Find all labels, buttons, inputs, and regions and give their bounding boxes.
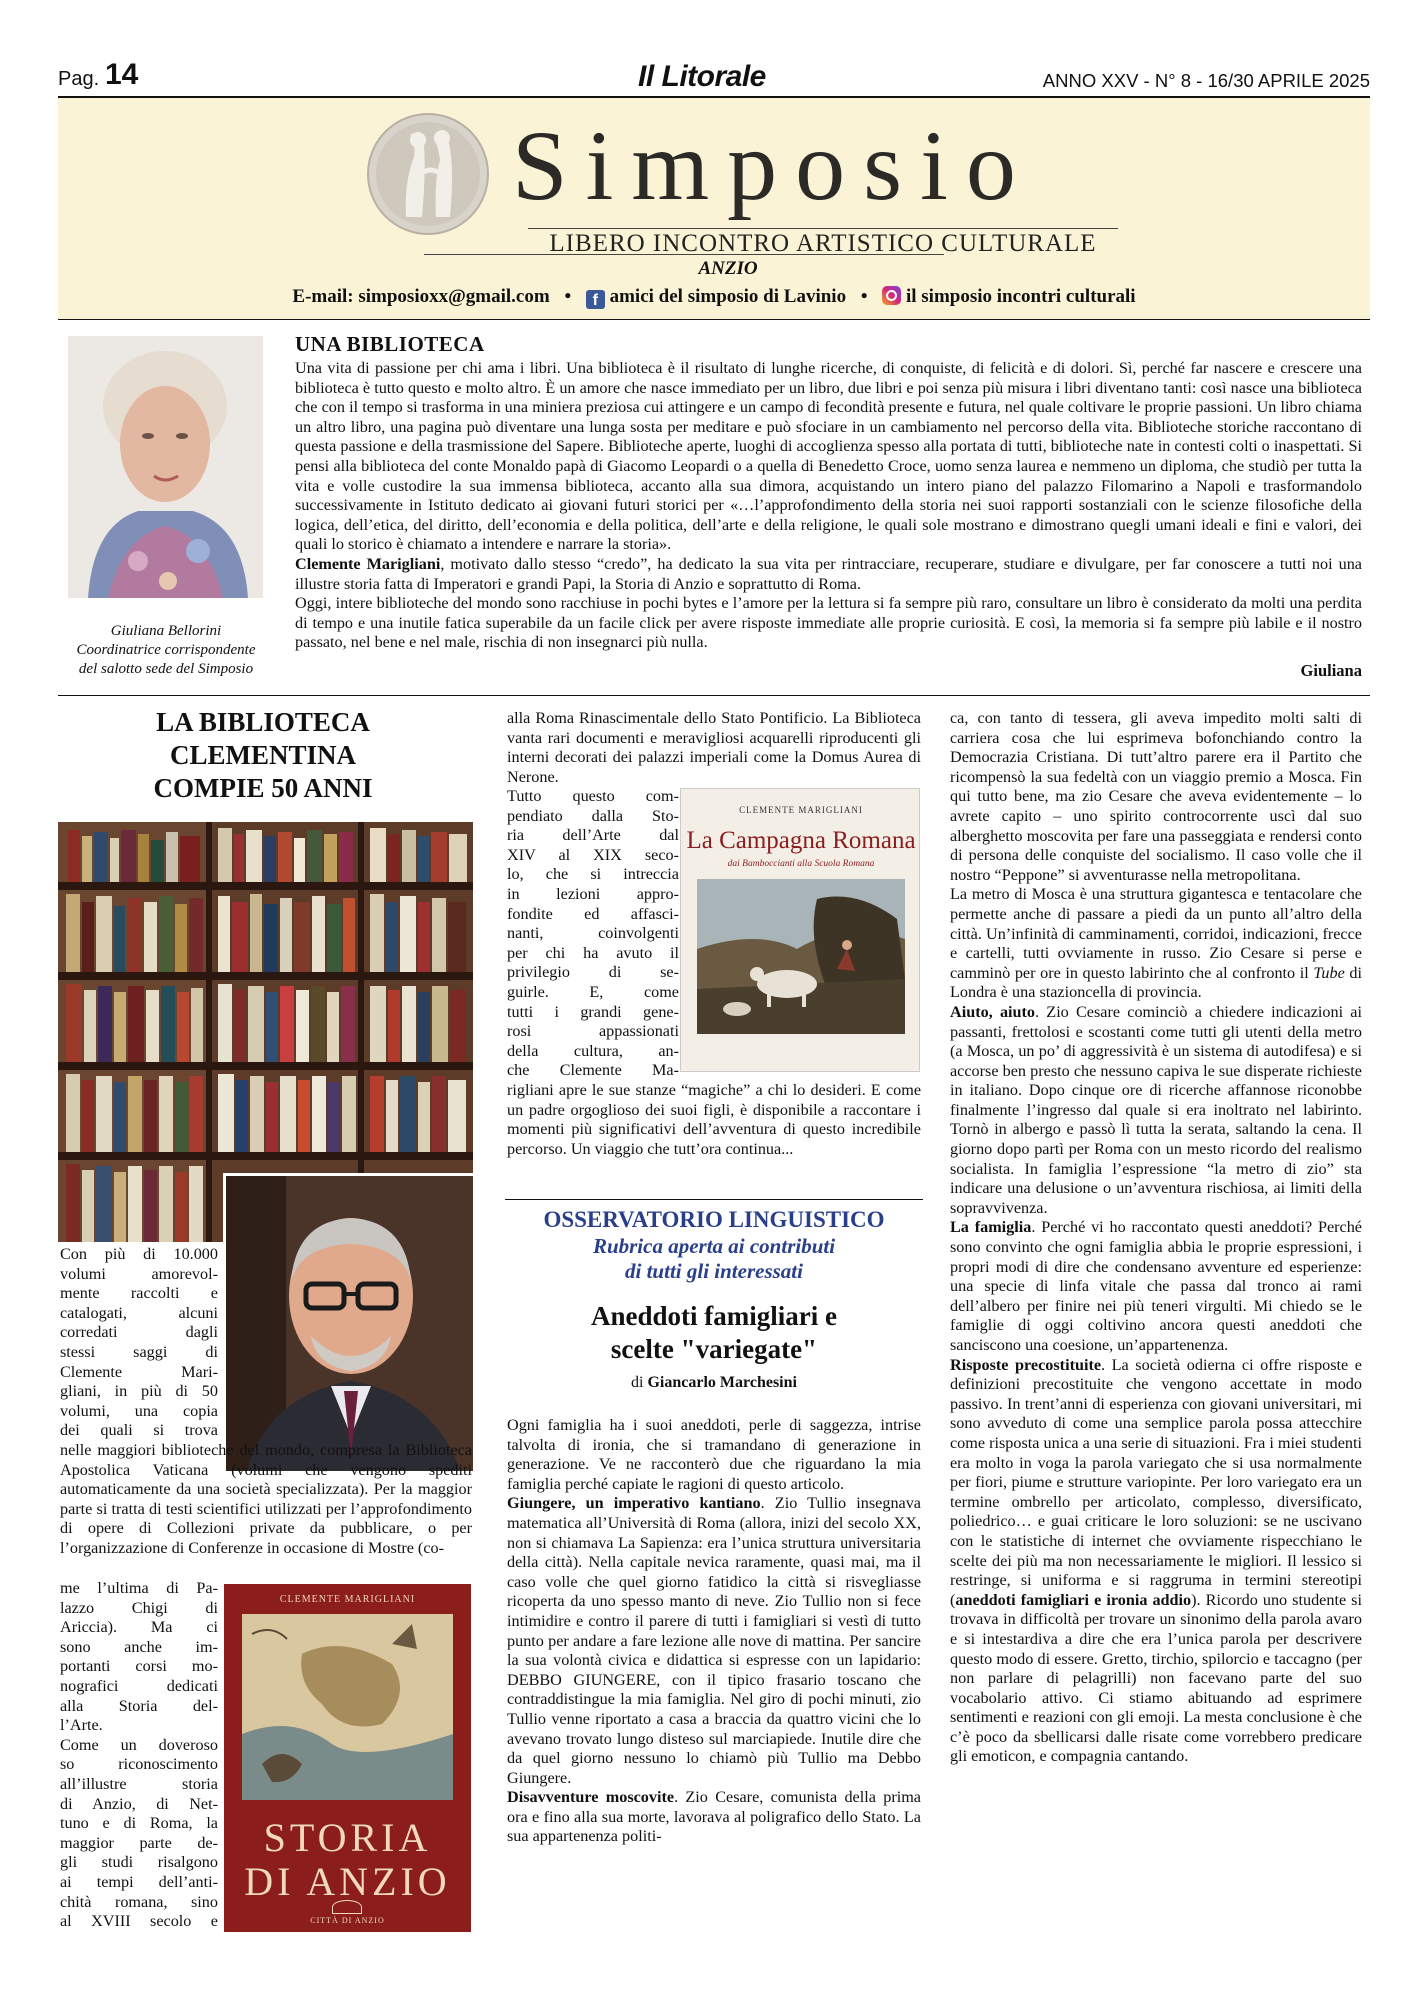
simposio-banner [58, 96, 1370, 320]
book-title [224, 1816, 471, 1904]
article1-cont-bottom [507, 1081, 921, 1159]
email-link[interactable]: E-mail: simposioxx@gmail.com [292, 286, 550, 307]
title-line: CLEMENTINA [169, 740, 357, 770]
text-line: in lezioni appro- [507, 884, 679, 903]
photo-caption [60, 622, 272, 679]
text-line: so riconoscimento [60, 1755, 218, 1774]
paragraph-lead: Risposte precostituite [950, 1355, 1102, 1374]
text-line: volumi amorevol- [60, 1264, 218, 1283]
article1-full-text [60, 1441, 472, 1559]
paragraph-lead: La famiglia [950, 1218, 1032, 1237]
city-crest-icon [332, 1900, 362, 1914]
intro-paragraph-3: Oggi, intere biblioteche del mondo sono racchiuse in pochi bytes e l’amore per la lettura si fa sempre più raro, consultare un libro è considerato da molti una perdita di tempo e una inutile fatica superabile da un facile click per avere risposte immediate alle proprie curiosità. E così, la memoria si fa sempre più labile e il nostro passato, nel bene e nel male, rischia di non insegnarci più nulla. [295, 594, 1362, 652]
text-line: Ariccia). Ma ci [60, 1618, 218, 1637]
text-line: sono anche im- [60, 1637, 218, 1656]
text-line: Tutto questo com- [507, 787, 679, 805]
text-line: alla Storia del- [60, 1696, 218, 1715]
instagram-link[interactable]: il simposio incontri culturali [905, 286, 1136, 307]
banner-subtitle: LIBERO INCONTRO ARTISTICO CULTURALE [549, 230, 1097, 257]
bold-phrase: aneddoti famigliari e ironia addio [955, 1590, 1192, 1609]
marigliani-photo [223, 1173, 473, 1471]
text-line: stessi saggi di [60, 1342, 218, 1361]
article1-narrow-text [60, 1245, 218, 1441]
paragraph-body: . Perché vi ho raccontato questi aneddoti? Perché sono convinto che ogni famiglia abbia le proprie espressioni, i propri modi di dire che condensano avventure ed esperienze: una specie di linfa vitale che passa dal tronco ai rami dell’albero per finire nei più teneri virgulti. Mi chiedo se le famiglie di oggi coltivino ancora questi aneddoti che sanciscono una coesione, un’appartenenza. [950, 1218, 1362, 1354]
caption-name: Giuliana Bellorini [110, 623, 222, 639]
paragraph-text [507, 1494, 921, 1788]
highlight-name: Clemente Marigliani [295, 554, 441, 573]
caption-place: del salotto sede del Simposio [78, 661, 254, 677]
paragraph-body: . Zio Tullio insegnava matematica all’Università di Roma (allora, inizi del secolo XX, non si chiamava La Sapienza: era l’unica struttura universitaria della città). Nella capitale nevica raramente, quasi mai, ma il caso volle che quel giorno fatidico la città si risvegliasse ricoperta da uno spesso manto di neve. Zio Tullio non si fece intimidire e contro il parere di tutti i famigliari si vestì di tutto punto per andare a fare lezione alle nove di mattina. Per sancire la sua volontà civica e didattica si espresse con un lapidario: DEBBO GIUNGERE, con il tipico frasario toscano che contraddistingue la mia famiglia. Nel giro di pochi minuti, zio Tullio venne riportato a casa a braccia da quattro vicini che lo avevano trovato lungo disteso sul marciapiede. Inutile dire che da quel giorno nessuno lo chiamò più Tullio ma Debbo Giungere. [507, 1494, 921, 1787]
book-title: La Campagna Romana [686, 827, 916, 854]
text-line: XIV al XIX seco- [507, 845, 679, 864]
text-line: della cultura, an- [507, 1041, 679, 1060]
page-number: 14 [105, 58, 139, 91]
author-name: Giancarlo Marchesini [647, 1374, 797, 1391]
facebook-icon: f [586, 290, 605, 309]
paragraph-text: Ogni famiglia ha i suoi aneddoti, perle di saggezza, intrise talvolta di ironia, che si tramandano di generazione in generazione. Ve ne racconterò due che riguardano la mia famiglia perché capiate le ragioni di questo articolo. [507, 1416, 921, 1493]
text-line: ria dell’Arte dal [507, 826, 679, 845]
article1-narrow-text-2 [60, 1579, 218, 1932]
paragraph-lead: Aiuto, aiuto [950, 1002, 1036, 1021]
column-tagline [505, 1234, 923, 1284]
text-line: portanti corsi mo- [60, 1657, 218, 1676]
issue-info: ANNO XXV - N° 8 - 16/30 APRILE 2025 [1042, 70, 1370, 91]
text-line: pendiato dalla Sto- [507, 806, 679, 825]
headline [505, 1300, 923, 1366]
byline-prefix: di [631, 1374, 644, 1391]
title-line: LA BIBLIOTECA [156, 707, 370, 737]
text-line: rosi appassionati [507, 1022, 679, 1041]
text-line: me l’ultima di Pa- [60, 1579, 218, 1597]
storia-di-anzio-cover [224, 1584, 471, 1932]
paragraph-text [507, 1788, 921, 1847]
banner-rule-2 [424, 254, 944, 255]
headline-line: scelte "variegate" [610, 1334, 818, 1364]
observatory-continuation [950, 709, 1362, 1767]
paragraph-body: . La società odierna ci offre risposte e definizioni precostituite che vengono accettate in modo passivo. In trent’anni di esperienza con giovani universitari, mi sono avveduto di come una semplice parola possa attecchire come risposta unica a una serie di situazioni. Fra i miei studenti era molto in voga la parola variegato che si usa normalmente per fiori, piume e strutture variopinte. Per loro variegato era un termine ombrello per articolato, complesso, diversificato, poliedrico… e guai criticare le loro soluzioni: se ne uscivano con le statistiche di internet che ovviamente rispecchiano le scelte dei più ma non necessariamente le migliori. Il lessico si restringe, si uniforma e si raggruma in termini stereotipi ( [950, 1355, 1362, 1609]
intro-paragraph-2 [295, 555, 1362, 594]
text-line: che Clemente Ma- [507, 1061, 679, 1080]
text-line: Come un doveroso [60, 1735, 218, 1754]
paragraph-text: nelle maggiori biblioteche del mondo, compresa la Biblioteca Apostolica Vaticana (volumi che vengono spediti automaticamente da una società specializzata). Per la maggior parte si tratta di testi scientifici utilizzati per l’approfondimento di opere di Collezioni private da pubblicare, o per l’organizzazione di Conferenze in occasione di Mostre (co- [60, 1441, 472, 1557]
article1-continuation [507, 709, 921, 787]
book-subtitle: dai Bamboccianti alla Scuola Romana [727, 859, 875, 869]
paragraph-body: La metro di Mosca è una struttura gigantesca e tentacolare che permette anche di passare a piedi da un punto all’altro della città. Un’infinità di camminamenti, corridoi, indicazioni, frecce e cartelli, tutti ovviamente in russo. Zio Cesare si perse e camminò per ore in questo labirinto che al confronto il [950, 885, 1362, 982]
paragraph-body: ). Ricordo uno studente si trovava in difficoltà per trovare un sinonimo della parola avaro e si intestardiva a dire che era l’unica parola per descrivere questo modo di essere. Gretto, tirchio, spilorcio e taccagno (per non parlare di pelagrilli) non facevano parte del suo vocabolario attivo. Ci stiamo abituando ad esprimere sentimenti e reazioni con gli emoji. La mesta conclusione è che c’è poco da sbellicarsi dalle risate come vorrebbero predicare gli emoticon, e compagnia cantando. [950, 1590, 1362, 1766]
text-line: l’Arte. [60, 1716, 103, 1735]
text-line: catalogati, alcuni [60, 1303, 218, 1322]
text-line: al XVIII secolo e [60, 1912, 218, 1931]
separator-dot: • [564, 286, 572, 307]
text-line: volumi, una copia [60, 1401, 218, 1420]
paragraph-text [950, 1003, 1362, 1219]
text-line: di Anzio, di Net- [60, 1794, 218, 1813]
paragraph-text [950, 885, 1362, 1003]
paragraph-text [950, 1218, 1362, 1355]
section-divider [505, 1199, 923, 1200]
column-kicker: OSSERVATORIO LINGUISTICO [543, 1207, 885, 1232]
paragraph-text: , motivato dallo stesso “credo”, ha dedicato la sua vita per rintracciare, recuperare, studiare e divulgare, per far conoscere a tutti noi una illustre storia fatta di Imperatori e grandi Papi, la Storia di Anzio e soprattutto di Roma. [295, 554, 1362, 593]
italic-term: Tube [1313, 963, 1345, 982]
campagna-romana-cover [680, 788, 920, 1072]
text-line: all’illustre storia [60, 1774, 218, 1793]
text-line: chità romana, sino [60, 1892, 218, 1911]
instagram-icon [882, 286, 901, 305]
text-line: corredati dagli [60, 1323, 218, 1342]
article1-cont-narrow [507, 787, 679, 1081]
book-author: CLEMENTE MARIGLIANI [279, 1594, 416, 1605]
banner-city: ANZIO [698, 258, 758, 279]
text-line: guirle. E, come [507, 982, 679, 1001]
intro-heading: UNA BIBLIOTECA [295, 332, 485, 356]
tagline-line: Rubrica aperta ai contributi [592, 1234, 836, 1258]
text-line: Clemente Mari- [60, 1362, 218, 1381]
text-line: tutti i grandi gene- [507, 1002, 679, 1021]
paragraph-text: alla Roma Rinascimentale dello Stato Pontificio. La Biblioteca vanta rari documenti e meravigliosi acquarelli riproducenti gli interni decorati dei palazzi imperiali come la Domus Aurea di Nerone. [507, 709, 921, 786]
banner-contacts [58, 286, 1370, 309]
text-line: tuno e di Roma, la [60, 1814, 218, 1833]
paper-name: Il Litorale [638, 60, 766, 93]
paragraph-lead: Giungere, un imperativo kantiano [507, 1494, 761, 1513]
caption-role: Coordinatrice corrispondente [76, 642, 256, 658]
intro-article [295, 332, 1362, 681]
text-line: lo, che si intreccia [507, 865, 679, 884]
banner-rule [528, 228, 1118, 229]
paragraph-body: . Zio Cesare, comunista della prima ora e fino alla sua morte, lavorava al poligrafico dello Stato. La sua appartenenza politi- [507, 1788, 921, 1846]
paragraph-body: . Zio Cesare cominciò a chiedere indicazioni ai passanti, frettolosi e scostanti come tutti gli utenti della metro (a Mosca, un po’ di aggressività è un sistema di autodifesa) e si accorse ben presto che nessuno capiva le sue disperate richieste in italiano. Dopo cinque ore di ricerche affannose riconobbe finalmente l’ingresso dal quale si era inoltrato nel labirinto. Tornò in albergo e passò lì tutta la serata, saltando la cena. Il giorno dopo partì per Roma con un mesto ricordo del realismo socialista. In famiglia l’espressione “la metro di zio” sta indicare una delusione o un’avventura rischiosa, ai limiti della sopravvivenza. [950, 1002, 1362, 1217]
page-header [58, 58, 1370, 96]
text-line: ai tempi dell’anti- [60, 1872, 218, 1891]
text-line: per chi ha avuto il [507, 943, 679, 962]
text-line: mente raccolti e [60, 1284, 218, 1303]
book-footer: CITTÀ DI ANZIO [310, 1916, 385, 1925]
signature: Giuliana [1300, 660, 1362, 680]
paragraph-text: rigliani apre le sue stanze “magiche” a chi lo desideri. E come un padre orgoglioso dei suoi figli, è disponibile a raccontare i momenti più significativi dell’avventura di questo incredibile percorso. Un viaggio che tutt’ora continua... [507, 1081, 921, 1158]
paragraph-body: di Londra è una stazioncella di provincia. [950, 963, 1363, 1002]
book-map-illustration [242, 1614, 453, 1800]
title-line: COMPIE 50 ANNI [153, 773, 373, 803]
byline [505, 1374, 923, 1392]
text-line: gliani, in più di 50 [60, 1382, 218, 1401]
book-painting [697, 879, 905, 1034]
page-label: Pag. [58, 68, 100, 90]
giuliana-photo [68, 336, 263, 598]
text-line: Con più di 10.000 [60, 1245, 218, 1263]
separator-dot: • [860, 286, 868, 307]
text-line: fondite ed affasci- [507, 904, 679, 923]
text-line: nanti, coinvolgenti [507, 924, 679, 943]
text-line: dei quali si trova [60, 1421, 218, 1440]
section-divider [58, 695, 1370, 696]
banner-title: Simposio [512, 110, 1034, 221]
text-line: nografici dedicati [60, 1676, 218, 1695]
simposio-logo [366, 112, 491, 237]
paragraph-lead: Disavventure moscovite [507, 1788, 675, 1807]
text-line: privilegio di se- [507, 963, 679, 982]
observatory-body [507, 1416, 921, 1847]
facebook-link[interactable]: amici del simposio di Lavinio [609, 286, 847, 307]
observatory-header [505, 1206, 923, 1392]
text-line: lazzo Chigi di [60, 1598, 218, 1617]
paragraph-text: ca, con tanto di tessera, gli aveva impedito molti salti di carriera cosa che lui esprimeva bofonchiando contro la Democrazia Cristiana. Di tutt’altro parere era il Partito che ricompensò la sua fedeltà con un viaggio premio a Mosca. Fin qui tutto bene, ma zio Cesare che aveva evidentemente – lo avrete capito – uno spirito controcorrente uscì dal suo alberghetto moscovita per fare una passeggiata e rendersi conto di persona delle conquiste del socialismo. Il caso volle che il nostro “Peppone” si avventurasse nella metropolitana. [950, 709, 1362, 884]
text-line: maggior parte de- [60, 1833, 218, 1852]
book-author: CLEMENTE MARIGLIANI [739, 805, 863, 815]
book-title-line: DI ANZIO [244, 1859, 451, 1904]
intro-paragraph-1: Una vita di passione per chi ama i libri. Una biblioteca è il risultato di lunghe ricerche, di conquiste, di felicità e di dolori. Sì, perché far nascere e crescere una biblioteca è tutto questo e molto altro. È un amore che nasce immediato per un libro, due libri e poi senza più misura i libri diventano tanti: così nasce una biblioteca che con il tempo si trasforma in una miniera preziosa cui attingere e un campo di fecondità presente e futura, nel quale coltivare le proprie passioni. Un libro chiama un altro libro, una pagina può diventare una lunga sosta per meditare e può sfociare in un cambiamento nel percorso della vita. Biblioteche storiche raccontano di questa passione e della trasmissione del Sapere. Biblioteche aperte, luoghi di accoglienza spesso alla portata di tutti, biblioteche nate in contesti colti o inaspettati. Si pensi alla biblioteca del conte Monaldo papà di Giacomo Leopardi o a quella di Benedetto Croce, uomo senza laurea e nemmeno un diploma, che studiò per tutta la vita e volle custodire la sua immensa biblioteca, accanto alla sua dimora, acquistando un intero piano del palazzo Filomarino a Napoli e trasformandolo successivamente in Istituto dedicato ai giovani futuri storici per «…l’approfondimento della storia nei suoi rapporti sostanziali con le scienze filosofiche della logica, dell’etica, del diritto, dell’economia e della politica, dell’arte e della religione, le quali sole mostrano e dimostrano quegli umani ideali e fini e valori, dei quali lo storico è chiamato a intendere e narrare la storia». [295, 359, 1362, 554]
text-line: gli studi risalgono [60, 1853, 218, 1872]
article1-title [58, 706, 468, 805]
headline-line: Aneddoti famigliari e [591, 1301, 837, 1331]
book-title-line: STORIA [263, 1815, 432, 1860]
tagline-line: di tutti gli interessati [625, 1259, 803, 1283]
paragraph-text [950, 1356, 1362, 1767]
